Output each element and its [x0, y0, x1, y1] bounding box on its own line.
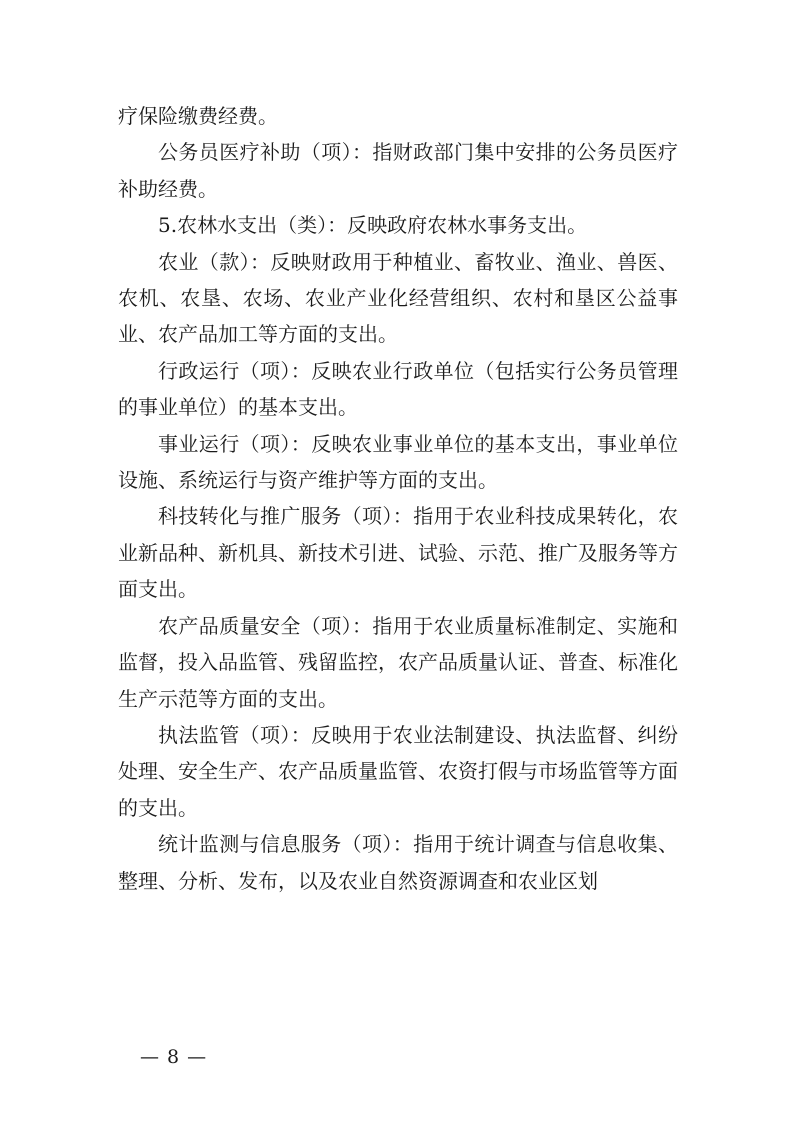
paragraph-administrative-operation: 行政运行（项）：反映农业行政单位（包括实行公务员管理的事业单位）的基本支出。 — [118, 358, 678, 420]
paragraph-statistics-monitoring: 统计监测与信息服务（项）：指用于统计调查与信息收集、整理、分析、发布，以及农业自然资源调查和农业区划 — [118, 832, 678, 893]
paragraph-technology-transfer: 科技转化与推广服务（项）：指用于农业科技成果转化，农业新品种、新机具、新技术引进、试验、示范、推广及服务等方面支出。 — [118, 504, 678, 602]
paragraph-civil-servant-medical-subsidy: 公务员医疗补助（项）：指财政部门集中安排的公务员医疗补助经费。 — [118, 140, 678, 201]
document-body — [118, 98, 678, 899]
page-number: — 8 — — [140, 1046, 208, 1068]
paragraph-institution-operation: 事业运行（项）：反映农业事业单位的基本支出，事业单位设施、系统运行与资产维护等方面的支出。 — [118, 431, 678, 493]
paragraph-product-quality-safety: 农产品质量安全（项）：指用于农业质量标准制定、实施和监督，投入品监管、残留监控，农产品质量认证、普查、标准化生产示范等方面的支出。 — [118, 613, 678, 711]
paragraph-law-enforcement: 执法监管（项）：反映用于农业法制建设、执法监督、纠纷处理、安全生产、农产品质量监管、农资打假与市场监管等方面的支出。 — [118, 722, 678, 820]
paragraph-agriculture: 农业（款）：反映财政用于种植业、畜牧业、渔业、兽医、农机、农垦、农场、农业产业化经营组织、农村和垦区公益事业、农产品加工等方面的支出。 — [118, 249, 678, 347]
paragraph-continuation: 疗保险缴费经费。 — [118, 104, 278, 128]
paragraph-agriculture-forestry-water: 5.农林水支出（类）：反映政府农林水事务支出。 — [158, 213, 588, 238]
